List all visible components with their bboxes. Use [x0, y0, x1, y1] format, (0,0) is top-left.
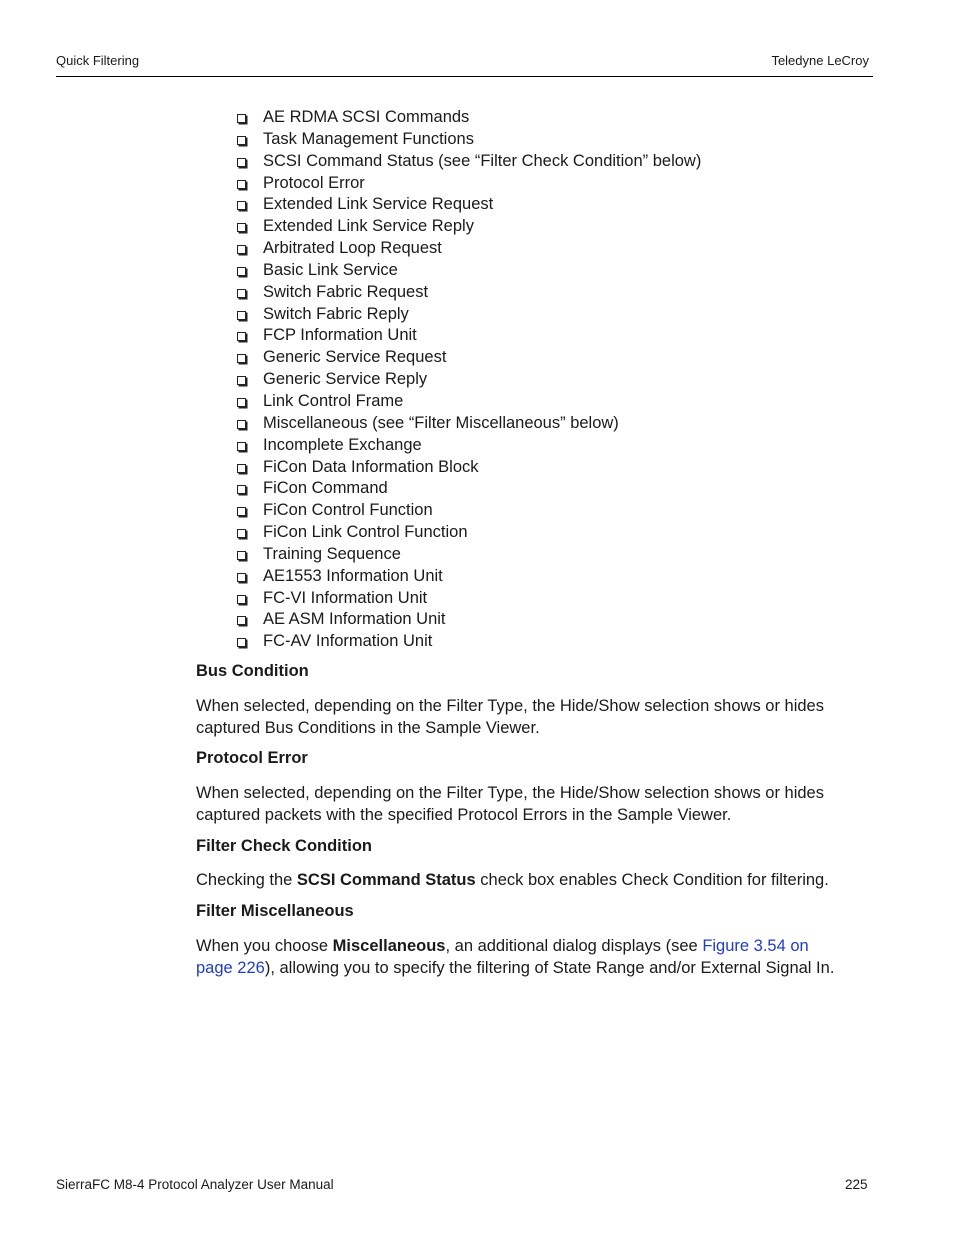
checkbox-bullet-icon: [237, 464, 246, 473]
checkbox-bullet-icon: [237, 289, 246, 298]
list-item: Basic Link Service: [237, 260, 701, 282]
checkbox-bullet-icon: [237, 114, 246, 123]
checkbox-bullet-icon: [237, 551, 246, 560]
list-item: Extended Link Service Reply: [237, 216, 701, 238]
checkbox-bullet-icon: [237, 420, 246, 429]
header-company: Teledyne LeCroy: [771, 53, 869, 68]
checkbox-bullet-icon: [237, 442, 246, 451]
bus-condition-heading: Bus Condition: [196, 662, 309, 680]
header-section-title: Quick Filtering: [56, 53, 140, 68]
checkbox-bullet-icon: [237, 595, 246, 604]
list-item: AE1553 Information Unit: [237, 566, 701, 588]
page-link[interactable]: page 226: [196, 959, 265, 977]
checkbox-bullet-icon: [237, 332, 246, 341]
checkbox-bullet-icon: [237, 638, 246, 647]
figure-link[interactable]: Figure 3.54 on: [702, 937, 809, 955]
list-item: Task Management Functions: [237, 129, 701, 151]
checkbox-bullet-icon: [237, 180, 246, 189]
list-item: Protocol Error: [237, 173, 701, 195]
list-item: Generic Service Request: [237, 347, 701, 369]
list-item: Link Control Frame: [237, 391, 701, 413]
list-item: Training Sequence: [237, 544, 701, 566]
checkbox-bullet-icon: [237, 311, 246, 320]
filter-miscellaneous-heading: Filter Miscellaneous: [196, 902, 354, 920]
list-item: FC-AV Information Unit: [237, 631, 701, 653]
footer-page-number: 225: [845, 1177, 868, 1192]
filter-type-list: [237, 107, 701, 653]
list-item: AE ASM Information Unit: [237, 609, 701, 631]
footer-manual-title: SierraFC M8-4 Protocol Analyzer User Manual: [56, 1177, 334, 1192]
list-item: AE RDMA SCSI Commands: [237, 107, 701, 129]
list-item: Switch Fabric Request: [237, 282, 701, 304]
list-item: FC-VI Information Unit: [237, 588, 701, 610]
list-item: Incomplete Exchange: [237, 435, 701, 457]
list-item: Switch Fabric Reply: [237, 304, 701, 326]
checkbox-bullet-icon: [237, 616, 246, 625]
list-item: FiCon Control Function: [237, 500, 701, 522]
list-item: FiCon Link Control Function: [237, 522, 701, 544]
protocol-error-paragraph: When selected, depending on the Filter Type, the Hide/Show selection shows or hides captured packets with the specified Protocol Errors in the Sample Viewer.: [196, 784, 824, 824]
checkbox-bullet-icon: [237, 158, 246, 167]
list-item: Generic Service Reply: [237, 369, 701, 391]
checkbox-bullet-icon: [237, 376, 246, 385]
list-item: Extended Link Service Request: [237, 194, 701, 216]
checkbox-bullet-icon: [237, 201, 246, 210]
bus-condition-paragraph: When selected, depending on the Filter Type, the Hide/Show selection shows or hides captured Bus Conditions in the Sample Viewer.: [196, 697, 824, 737]
list-item: SCSI Command Status (see “Filter Check Condition” below): [237, 151, 701, 173]
checkbox-bullet-icon: [237, 573, 246, 582]
checkbox-bullet-icon: [237, 354, 246, 363]
checkbox-bullet-icon: [237, 267, 246, 276]
list-item: Arbitrated Loop Request: [237, 238, 701, 260]
checkbox-bullet-icon: [237, 485, 246, 494]
filter-check-condition-heading: Filter Check Condition: [196, 837, 373, 855]
protocol-error-heading: Protocol Error: [196, 749, 308, 767]
page-header: [56, 52, 873, 77]
filter-check-condition-paragraph: Checking the SCSI Command Status check box enables Check Condition for filtering.: [196, 871, 829, 889]
filter-miscellaneous-paragraph: When you choose Miscellaneous, an additional dialog displays (see Figure 3.54 on page 226), allowing you to specify the filtering of State Range and/or External Signal In.: [196, 937, 835, 977]
checkbox-bullet-icon: [237, 223, 246, 232]
checkbox-bullet-icon: [237, 136, 246, 145]
checkbox-bullet-icon: [237, 529, 246, 538]
list-item: FCP Information Unit: [237, 325, 701, 347]
checkbox-bullet-icon: [237, 398, 246, 407]
list-item: FiCon Data Information Block: [237, 457, 701, 479]
checkbox-bullet-icon: [237, 507, 246, 516]
list-item: Miscellaneous (see “Filter Miscellaneous” below): [237, 413, 701, 435]
checkbox-bullet-icon: [237, 245, 246, 254]
list-item: FiCon Command: [237, 478, 701, 500]
